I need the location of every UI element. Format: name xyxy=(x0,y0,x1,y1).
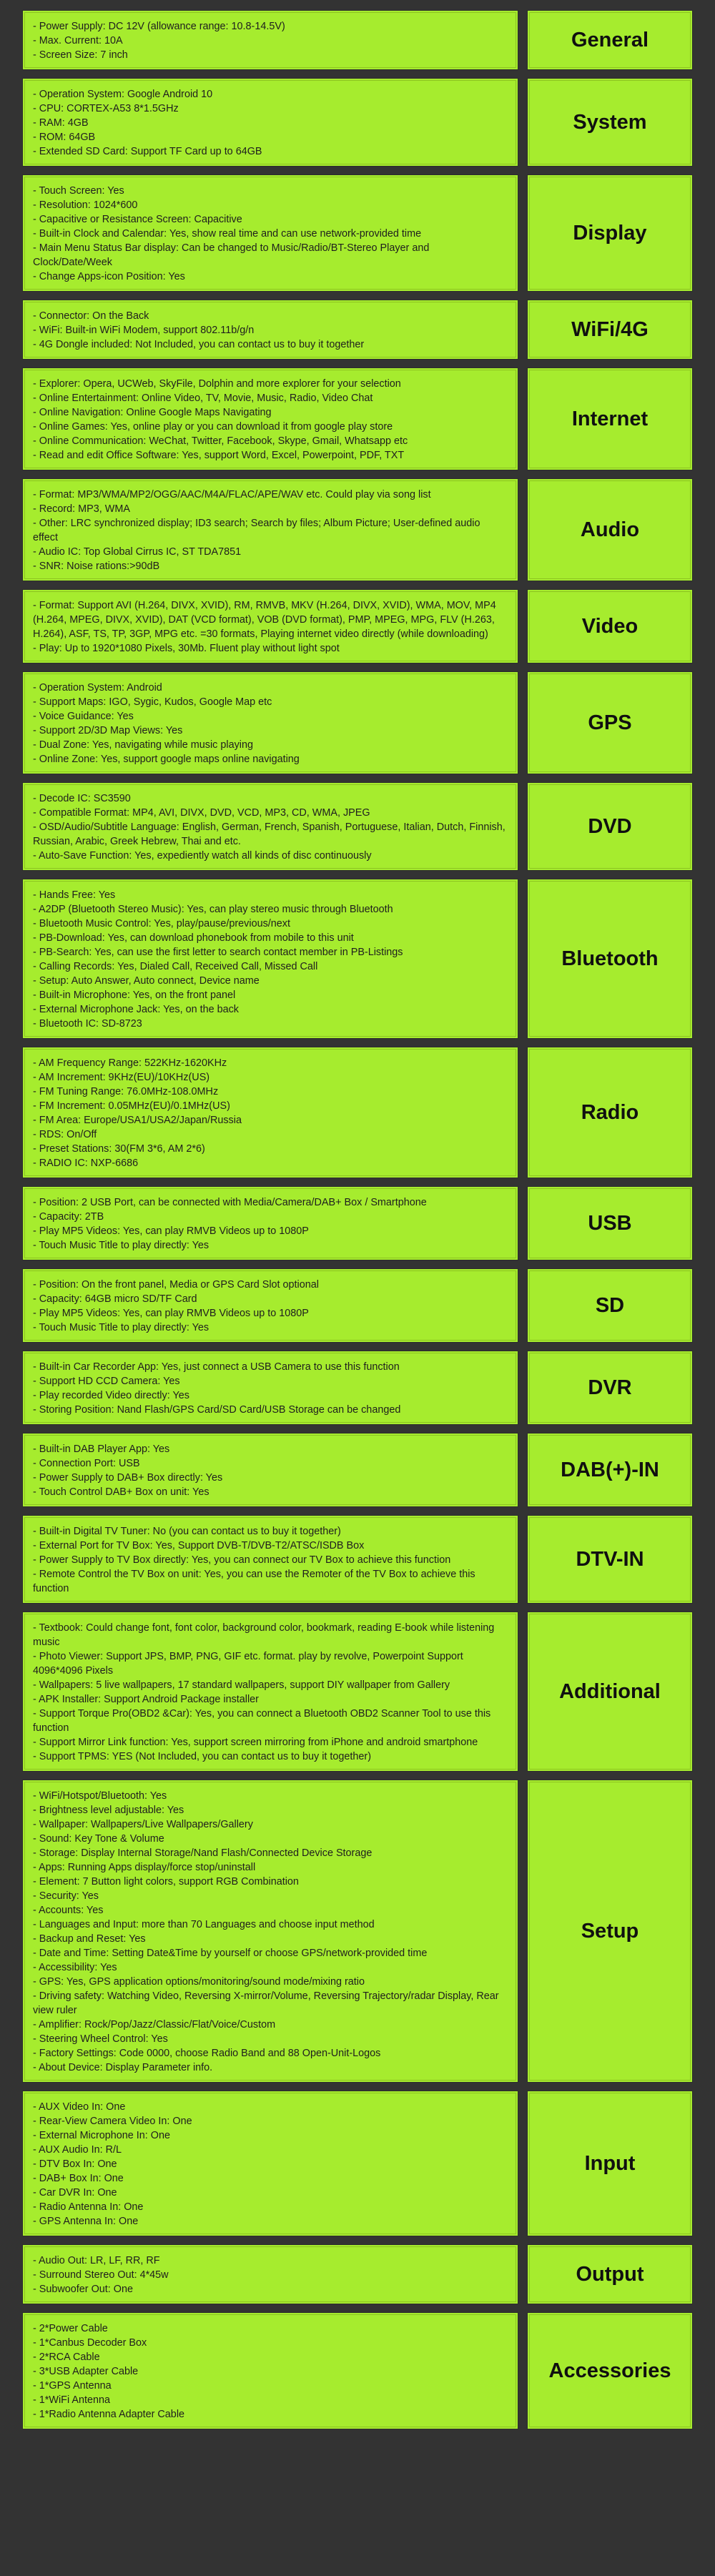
spec-line: - Photo Viewer: Support JPS, BMP, PNG, GIF etc. format. play by revolve, Powerpoint Support 4096*4096 Pixels xyxy=(33,1651,463,1677)
spec-line: - Voice Guidance: Yes xyxy=(33,711,134,722)
row-divider xyxy=(518,300,527,360)
spec-line: - Power Supply to TV Box directly: Yes, you can connect our TV Box to achieve this function xyxy=(33,1554,451,1566)
spec-line: - GPS: Yes, GPS application options/monitoring/sound mode/mixing ratio xyxy=(33,1976,365,1988)
category-label: GPS xyxy=(527,671,693,774)
row-divider xyxy=(518,2312,527,2429)
spec-row xyxy=(22,782,693,871)
spec-details xyxy=(22,2244,518,2304)
spec-line: - Capacitive or Resistance Screen: Capacitive xyxy=(33,214,242,225)
spec-line: - Radio Antenna In: One xyxy=(33,2201,144,2213)
row-divider xyxy=(518,1612,527,1772)
spec-line: - Change Apps-icon Position: Yes xyxy=(33,271,185,282)
spec-row xyxy=(22,1515,693,1604)
spec-line: - Backup and Reset: Yes xyxy=(33,1933,146,1945)
category-label: Video xyxy=(527,589,693,663)
row-divider xyxy=(518,1268,527,1343)
row-divider xyxy=(518,478,527,581)
spec-line: - ROM: 64GB xyxy=(33,132,96,143)
spec-line: - AM Frequency Range: 522KHz-1620KHz xyxy=(33,1057,227,1069)
spec-row xyxy=(22,1186,693,1260)
spec-line: - Support Maps: IGO, Sygic, Kudos, Google Map etc xyxy=(33,696,272,708)
spec-line: - Dual Zone: Yes, navigating while music playing xyxy=(33,739,253,751)
category-label: Input xyxy=(527,2091,693,2236)
row-divider xyxy=(518,10,527,70)
category-label: DAB(+)-IN xyxy=(527,1433,693,1507)
spec-row xyxy=(22,671,693,774)
category-label: SD xyxy=(527,1268,693,1343)
spec-line: - GPS Antenna In: One xyxy=(33,2216,139,2227)
spec-line: - Preset Stations: 30(FM 3*6, AM 2*6) xyxy=(33,1143,205,1155)
spec-line: - Play: Up to 1920*1080 Pixels, 30Mb. Fluent play without light spot xyxy=(33,643,340,654)
spec-row xyxy=(22,1780,693,2083)
spec-line: - Online Entertainment: Online Video, TV, Movie, Music, Radio, Video Chat xyxy=(33,393,373,404)
spec-line: - 3*USB Adapter Cable xyxy=(33,2366,139,2377)
spec-line: - Languages and Input: more than 70 Languages and choose input method xyxy=(33,1919,375,1930)
spec-line: - Built-in Digital TV Tuner: No (you can contact us to buy it together) xyxy=(33,1526,341,1537)
spec-line: - Storage: Display Internal Storage/Nand Flash/Connected Device Storage xyxy=(33,1847,373,1859)
spec-line: - Security: Yes xyxy=(33,1890,99,1902)
category-label: Additional xyxy=(527,1612,693,1772)
spec-line: - Operation System: Google Android 10 xyxy=(33,89,213,100)
spec-line: - Wallpapers: 5 live wallpapers, 17 standard wallpapers, support DIY wallpaper from Gallery xyxy=(33,1679,450,1691)
row-divider xyxy=(518,1047,527,1178)
spec-line: - AM Increment: 9KHz(EU)/10KHz(US) xyxy=(33,1072,210,1083)
spec-line: - Touch Screen: Yes xyxy=(33,185,124,197)
spec-line: - A2DP (Bluetooth Stereo Music): Yes, can play stereo music through Bluetooth xyxy=(33,904,393,915)
category-label: Setup xyxy=(527,1780,693,2083)
spec-line: - RAM: 4GB xyxy=(33,117,89,129)
spec-row xyxy=(22,478,693,581)
spec-row xyxy=(22,174,693,292)
row-divider xyxy=(518,1780,527,2083)
spec-line: - Support Torque Pro(OBD2 &Car): Yes, you can connect a Bluetooth OBD2 Scanner Tool to use this function xyxy=(33,1708,491,1734)
spec-line: - Touch Music Title to play directly: Yes xyxy=(33,1240,209,1251)
spec-line: - Format: MP3/WMA/MP2/OGG/AAC/M4A/FLAC/APE/WAV etc. Could play via song list xyxy=(33,489,431,500)
row-divider xyxy=(518,879,527,1039)
spec-details xyxy=(22,10,518,70)
spec-line: - Decode IC: SC3590 xyxy=(33,793,131,804)
spec-line: - AUX Video In: One xyxy=(33,2101,126,2113)
spec-line: - Surround Stereo Out: 4*45w xyxy=(33,2269,169,2281)
spec-details xyxy=(22,1612,518,1772)
row-divider xyxy=(518,1351,527,1425)
row-divider xyxy=(518,1186,527,1260)
spec-line: - 1*Canbus Decoder Box xyxy=(33,2337,147,2349)
spec-line: - Built-in Microphone: Yes, on the front panel xyxy=(33,990,236,1001)
spec-line: - Position: On the front panel, Media or GPS Card Slot optional xyxy=(33,1279,319,1291)
spec-details xyxy=(22,879,518,1039)
spec-row xyxy=(22,78,693,167)
spec-line: - Car DVR In: One xyxy=(33,2187,117,2199)
spec-line: - Support 2D/3D Map Views: Yes xyxy=(33,725,183,736)
category-label: Output xyxy=(527,2244,693,2304)
row-divider xyxy=(518,78,527,167)
spec-line: - Rear-View Camera Video In: One xyxy=(33,2116,192,2127)
spec-line: - Brightness level adjustable: Yes xyxy=(33,1805,184,1816)
spec-line: - About Device: Display Parameter info. xyxy=(33,2062,213,2073)
spec-line: - Apps: Running Apps display/force stop/uninstall xyxy=(33,1862,256,1873)
spec-details xyxy=(22,1186,518,1260)
category-label: USB xyxy=(527,1186,693,1260)
spec-line: - 2*RCA Cable xyxy=(33,2352,100,2363)
spec-line: - Bluetooth Music Control: Yes, play/pause/previous/next xyxy=(33,918,290,929)
spec-line: - Online Communication: WeChat, Twitter, Facebook, Skype, Gmail, Whatsapp etc xyxy=(33,435,408,447)
spec-line: - Other: LRC synchronized display; ID3 search; Search by files; Album Picture; User-defined audio effect xyxy=(33,518,480,543)
row-divider xyxy=(518,174,527,292)
spec-line: - 4G Dongle included: Not Included, you can contact us to buy it together xyxy=(33,339,365,350)
spec-details xyxy=(22,2312,518,2429)
category-label: WiFi/4G xyxy=(527,300,693,360)
spec-details xyxy=(22,671,518,774)
spec-row xyxy=(22,1351,693,1425)
spec-details xyxy=(22,2091,518,2236)
spec-line: - External Microphone Jack: Yes, on the back xyxy=(33,1004,239,1015)
spec-line: - Bluetooth IC: SD-8723 xyxy=(33,1018,142,1030)
spec-line: - Date and Time: Setting Date&Time by yourself or choose GPS/network-provided time xyxy=(33,1948,428,1959)
spec-line: - Built-in Clock and Calendar: Yes, show real time and can use network-provided time xyxy=(33,228,422,240)
spec-line: - Format: Support AVI (H.264, DIVX, XVID), RM, RMVB, MKV (H.264, DIVX, XVID), WMA, MOV, MP4 (H.264, MPEG, DIVX, XVID), DAT (VCD format), VOB (DVD format), PMP, MPEG, MPG, FLV (H.263, H.264), ASF, TS, TP, 3GP, MPG etc. =30 formats, Playing internet video directly (while downloading) xyxy=(33,600,496,640)
spec-line: - Support HD CCD Camera: Yes xyxy=(33,1376,180,1387)
spec-line: - Audio IC: Top Global Cirrus IC, ST TDA7851 xyxy=(33,546,242,558)
spec-line: - Element: 7 Button light colors, support RGB Combination xyxy=(33,1876,299,1887)
spec-line: - Screen Size: 7 inch xyxy=(33,49,128,61)
spec-row xyxy=(22,2312,693,2429)
spec-line: - Wallpaper: Wallpapers/Live Wallpapers/Gallery xyxy=(33,1819,253,1830)
spec-details xyxy=(22,589,518,663)
spec-row xyxy=(22,10,693,70)
spec-line: - Main Menu Status Bar display: Can be changed to Music/Radio/BT-Stereo Player and Clock/Date/Week xyxy=(33,242,430,268)
spec-line: - Explorer: Opera, UCWeb, SkyFile, Dolphin and more explorer for your selection xyxy=(33,378,401,390)
spec-line: - Accessibility: Yes xyxy=(33,1962,117,1973)
spec-row xyxy=(22,879,693,1039)
category-label: General xyxy=(527,10,693,70)
spec-row xyxy=(22,1268,693,1343)
spec-line: - Position: 2 USB Port, can be connected with Media/Camera/DAB+ Box / Smartphone xyxy=(33,1197,427,1208)
spec-line: - 1*WiFi Antenna xyxy=(33,2394,110,2406)
spec-line: - Built-in Car Recorder App: Yes, just connect a USB Camera to use this function xyxy=(33,1361,400,1373)
spec-line: - PB-Search: Yes, can use the first letter to search contact member in PB-Listings xyxy=(33,947,403,958)
spec-line: - OSD/Audio/Subtitle Language: English, German, French, Spanish, Portuguese, Italian, Dutch, Finnish, Russian, Arabic, Greek Hebrew, Thai and etc. xyxy=(33,821,506,847)
spec-line: - RADIO IC: NXP-6686 xyxy=(33,1158,139,1169)
row-divider xyxy=(518,2244,527,2304)
spec-line: - Play MP5 Videos: Yes, can play RMVB Videos up to 1080P xyxy=(33,1225,309,1237)
spec-details xyxy=(22,174,518,292)
spec-row xyxy=(22,589,693,663)
spec-line: - Record: MP3, WMA xyxy=(33,503,130,515)
spec-line: - Built-in DAB Player App: Yes xyxy=(33,1444,170,1455)
spec-details xyxy=(22,1268,518,1343)
spec-details xyxy=(22,78,518,167)
spec-line: - Max. Current: 10A xyxy=(33,35,123,46)
spec-line: - Touch Music Title to play directly: Yes xyxy=(33,1322,209,1333)
spec-line: - DTV Box In: One xyxy=(33,2158,117,2170)
spec-row xyxy=(22,1047,693,1178)
spec-line: - External Port for TV Box: Yes, Support DVB-T/DVB-T2/ATSC/ISDB Box xyxy=(33,1540,365,1551)
spec-row xyxy=(22,2091,693,2236)
spec-line: - Steering Wheel Control: Yes xyxy=(33,2033,168,2045)
spec-line: - WiFi: Built-in WiFi Modem, support 802.11b/g/n xyxy=(33,325,255,336)
spec-line: - Audio Out: LR, LF, RR, RF xyxy=(33,2255,160,2266)
spec-details xyxy=(22,1780,518,2083)
spec-line: - Subwoofer Out: One xyxy=(33,2284,133,2295)
spec-line: - CPU: CORTEX-A53 8*1.5GHz xyxy=(33,103,179,114)
category-label: System xyxy=(527,78,693,167)
spec-row xyxy=(22,367,693,470)
spec-line: - WiFi/Hotspot/Bluetooth: Yes xyxy=(33,1790,167,1802)
spec-row xyxy=(22,1612,693,1772)
row-divider xyxy=(518,782,527,871)
row-divider xyxy=(518,1433,527,1507)
spec-line: - Driving safety: Watching Video, Reversing X-mirror/Volume, Reversing Trajectory/radar Display, Rear view ruler xyxy=(33,1990,499,2016)
spec-line: - Support TPMS: YES (Not Included, you can contact us to buy it together) xyxy=(33,1751,372,1762)
spec-line: - FM Increment: 0.05MHz(EU)/0.1MHz(US) xyxy=(33,1100,230,1112)
spec-line: - Capacity: 2TB xyxy=(33,1211,104,1223)
spec-line: - Online Navigation: Online Google Maps Navigating xyxy=(33,407,272,418)
spec-row xyxy=(22,1433,693,1507)
spec-line: - DAB+ Box In: One xyxy=(33,2173,124,2184)
category-label: Accessories xyxy=(527,2312,693,2429)
spec-details xyxy=(22,1047,518,1178)
category-label: DVR xyxy=(527,1351,693,1425)
spec-line: - Storing Position: Nand Flash/GPS Card/SD Card/USB Storage can be changed xyxy=(33,1404,401,1416)
spec-line: - Capacity: 64GB micro SD/TF Card xyxy=(33,1293,197,1305)
spec-line: - Textbook: Could change font, font color, background color, bookmark, reading E-book while listening music xyxy=(33,1622,495,1648)
spec-line: - Compatible Format: MP4, AVI, DIVX, DVD, VCD, MP3, CD, WMA, JPEG xyxy=(33,807,370,819)
spec-row xyxy=(22,2244,693,2304)
spec-line: - Touch Control DAB+ Box on unit: Yes xyxy=(33,1486,209,1498)
spec-line: - SNR: Noise rations:>90dB xyxy=(33,561,160,572)
spec-line: - Online Games: Yes, online play or you can download it from google play store xyxy=(33,421,393,433)
spec-line: - 1*Radio Antenna Adapter Cable xyxy=(33,2409,185,2420)
spec-line: - RDS: On/Off xyxy=(33,1129,97,1140)
row-divider xyxy=(518,1515,527,1604)
spec-details xyxy=(22,478,518,581)
spec-line: - Support Mirror Link function: Yes, support screen mirroring from iPhone and android smartphone xyxy=(33,1737,478,1748)
category-label: Display xyxy=(527,174,693,292)
spec-line: - Online Zone: Yes, support google maps online navigating xyxy=(33,754,300,765)
spec-details xyxy=(22,1433,518,1507)
spec-line: - FM Tuning Range: 76.0MHz-108.0MHz xyxy=(33,1086,219,1097)
spec-line: - Auto-Save Function: Yes, expediently watch all kinds of disc continuously xyxy=(33,850,372,862)
category-label: Bluetooth xyxy=(527,879,693,1039)
spec-line: - Play recorded Video directly: Yes xyxy=(33,1390,189,1401)
spec-details xyxy=(22,782,518,871)
spec-line: - Resolution: 1024*600 xyxy=(33,199,138,211)
category-label: Audio xyxy=(527,478,693,581)
spec-row xyxy=(22,300,693,360)
spec-line: - PB-Download: Yes, can download phonebook from mobile to this unit xyxy=(33,932,354,944)
row-divider xyxy=(518,367,527,470)
spec-line: - AUX Audio In: R/L xyxy=(33,2144,122,2156)
spec-line: - Operation System: Android xyxy=(33,682,162,694)
spec-line: - Play MP5 Videos: Yes, can play RMVB Videos up to 1080P xyxy=(33,1308,309,1319)
spec-details xyxy=(22,300,518,360)
spec-line: - APK Installer: Support Android Package installer xyxy=(33,1694,259,1705)
spec-line: - Calling Records: Yes, Dialed Call, Received Call, Missed Call xyxy=(33,961,318,972)
spec-line: - 1*GPS Antenna xyxy=(33,2380,112,2392)
category-label: Radio xyxy=(527,1047,693,1178)
spec-line: - Factory Settings: Code 0000, choose Radio Band and 88 Open-Unit-Logos xyxy=(33,2048,381,2059)
row-divider xyxy=(518,2091,527,2236)
spec-line: - Sound: Key Tone & Volume xyxy=(33,1833,164,1845)
row-divider xyxy=(518,589,527,663)
spec-line: - Amplifier: Rock/Pop/Jazz/Classic/Flat/Voice/Custom xyxy=(33,2019,276,2030)
spec-line: - Accounts: Yes xyxy=(33,1905,104,1916)
spec-line: - Power Supply: DC 12V (allowance range: 10.8-14.5V) xyxy=(33,21,285,32)
spec-details xyxy=(22,1351,518,1425)
spec-line: - 2*Power Cable xyxy=(33,2323,108,2334)
spec-line: - External Microphone In: One xyxy=(33,2130,170,2141)
spec-details xyxy=(22,1515,518,1604)
spec-line: - Read and edit Office Software: Yes, support Word, Excel, Powerpoint, PDF, TXT xyxy=(33,450,405,461)
category-label: Internet xyxy=(527,367,693,470)
spec-details xyxy=(22,367,518,470)
spec-line: - Remote Control the TV Box on unit: Yes, you can use the Remoter of the TV Box to achieve this function xyxy=(33,1569,475,1594)
row-divider xyxy=(518,671,527,774)
spec-line: - Hands Free: Yes xyxy=(33,889,116,901)
spec-line: - Connection Port: USB xyxy=(33,1458,140,1469)
category-label: DVD xyxy=(527,782,693,871)
spec-line: - Connector: On the Back xyxy=(33,310,149,322)
spec-line: - FM Area: Europe/USA1/USA2/Japan/Russia xyxy=(33,1115,242,1126)
spec-line: - Setup: Auto Answer, Auto connect, Device name xyxy=(33,975,260,987)
spec-line: - Power Supply to DAB+ Box directly: Yes xyxy=(33,1472,223,1484)
spec-line: - Extended SD Card: Support TF Card up to 64GB xyxy=(33,146,262,157)
category-label: DTV-IN xyxy=(527,1515,693,1604)
